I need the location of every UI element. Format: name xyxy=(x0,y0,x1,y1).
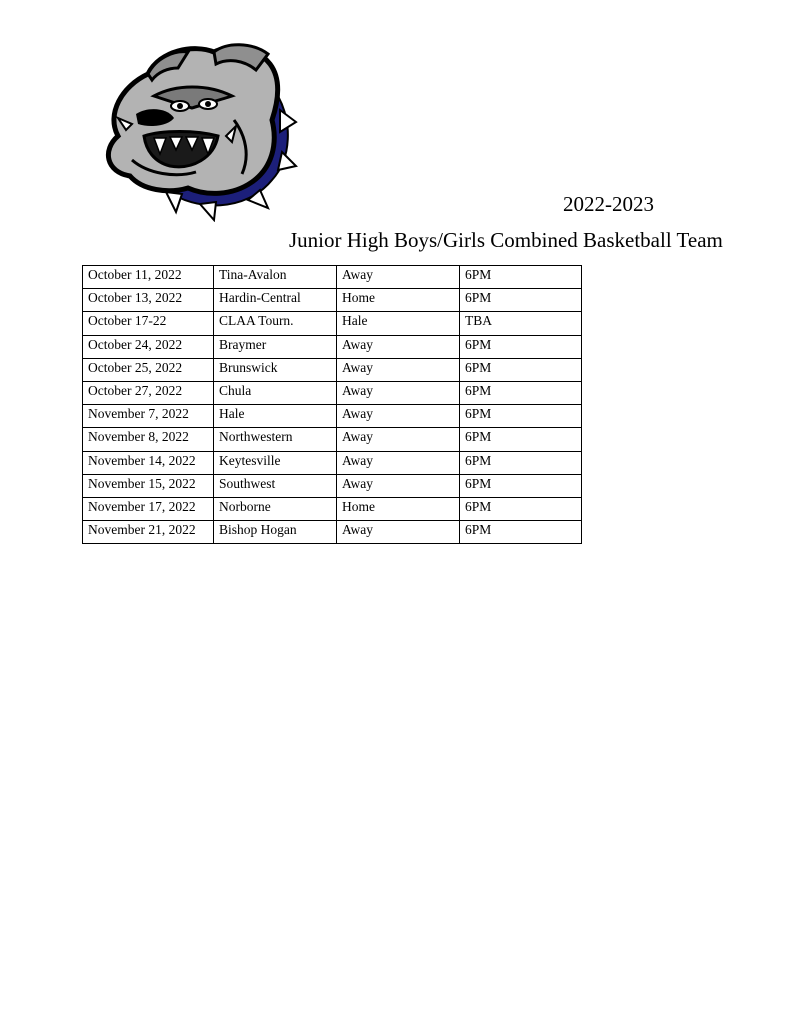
location-cell: Away xyxy=(337,474,460,497)
time-cell: 6PM xyxy=(460,521,582,544)
opponent-cell: Northwestern xyxy=(214,428,337,451)
time-cell: 6PM xyxy=(460,451,582,474)
table-row xyxy=(83,428,582,451)
opponent-cell: Braymer xyxy=(214,335,337,358)
team-title: Junior High Boys/Girls Combined Basketball Team xyxy=(289,228,723,252)
table-row xyxy=(83,358,582,381)
game-date-cell: October 25, 2022 xyxy=(83,358,214,381)
season-label: 2022-2023 xyxy=(563,192,654,216)
game-date-cell: October 11, 2022 xyxy=(83,266,214,289)
game-date-cell: October 13, 2022 xyxy=(83,289,214,312)
location-cell: Home xyxy=(337,289,460,312)
bulldog-mascot-icon xyxy=(96,40,302,222)
table-row xyxy=(83,289,582,312)
opponent-cell: Southwest xyxy=(214,474,337,497)
game-date-cell: October 17-22 xyxy=(83,312,214,335)
schedule-table xyxy=(82,265,582,544)
game-date-cell: November 8, 2022 xyxy=(83,428,214,451)
table-row xyxy=(83,312,582,335)
time-cell: 6PM xyxy=(460,474,582,497)
table-row xyxy=(83,335,582,358)
time-cell: 6PM xyxy=(460,381,582,404)
opponent-cell: Brunswick xyxy=(214,358,337,381)
opponent-cell: Norborne xyxy=(214,497,337,520)
opponent-cell: Keytesville xyxy=(214,451,337,474)
game-date-cell: October 27, 2022 xyxy=(83,381,214,404)
location-cell: Away xyxy=(337,358,460,381)
time-cell: 6PM xyxy=(460,405,582,428)
table-row xyxy=(83,451,582,474)
table-row xyxy=(83,266,582,289)
location-cell: Away xyxy=(337,451,460,474)
location-cell: Away xyxy=(337,266,460,289)
game-date-cell: November 21, 2022 xyxy=(83,521,214,544)
time-cell: 6PM xyxy=(460,335,582,358)
time-cell: 6PM xyxy=(460,428,582,451)
table-row xyxy=(83,474,582,497)
time-cell: 6PM xyxy=(460,358,582,381)
game-date-cell: November 14, 2022 xyxy=(83,451,214,474)
game-date-cell: November 7, 2022 xyxy=(83,405,214,428)
schedule-body xyxy=(83,266,582,544)
location-cell: Away xyxy=(337,405,460,428)
opponent-cell: Hale xyxy=(214,405,337,428)
opponent-cell: Bishop Hogan xyxy=(214,521,337,544)
game-date-cell: October 24, 2022 xyxy=(83,335,214,358)
time-cell: 6PM xyxy=(460,289,582,312)
location-cell: Home xyxy=(337,497,460,520)
opponent-cell: Chula xyxy=(214,381,337,404)
opponent-cell: CLAA Tourn. xyxy=(214,312,337,335)
location-cell: Hale xyxy=(337,312,460,335)
table-row xyxy=(83,521,582,544)
opponent-cell: Tina-Avalon xyxy=(214,266,337,289)
opponent-cell: Hardin-Central xyxy=(214,289,337,312)
table-row xyxy=(83,497,582,520)
location-cell: Away xyxy=(337,381,460,404)
location-cell: Away xyxy=(337,521,460,544)
time-cell: 6PM xyxy=(460,266,582,289)
location-cell: Away xyxy=(337,428,460,451)
table-row xyxy=(83,405,582,428)
time-cell: TBA xyxy=(460,312,582,335)
location-cell: Away xyxy=(337,335,460,358)
game-date-cell: November 17, 2022 xyxy=(83,497,214,520)
game-date-cell: November 15, 2022 xyxy=(83,474,214,497)
table-row xyxy=(83,381,582,404)
time-cell: 6PM xyxy=(460,497,582,520)
